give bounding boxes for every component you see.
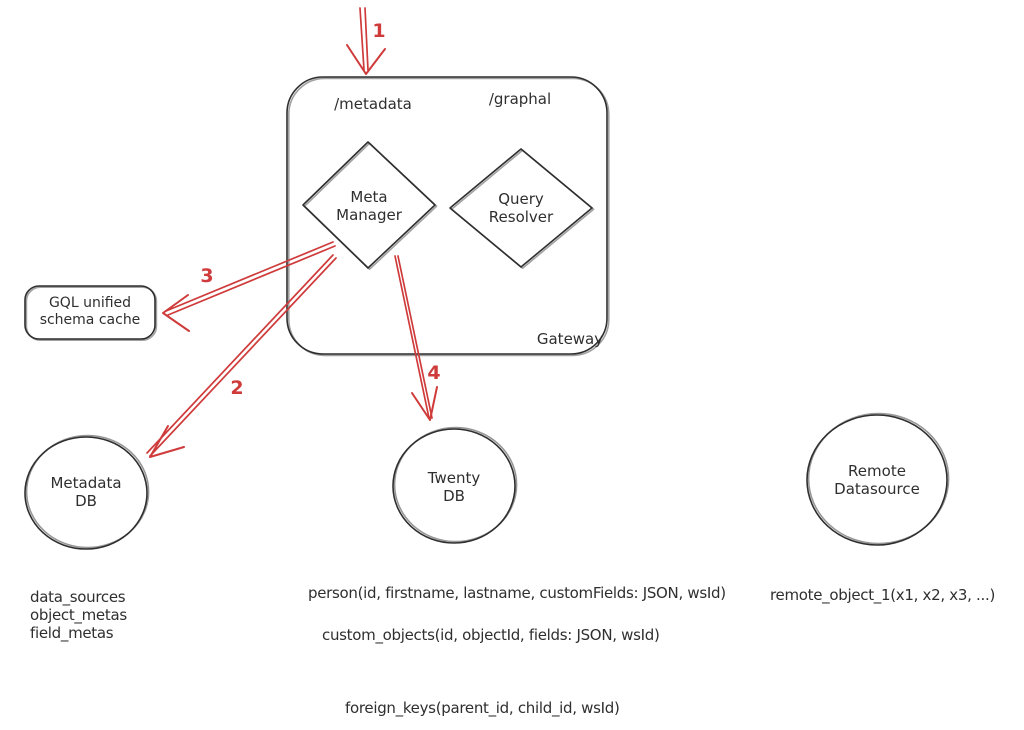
- remote-datasource-label: Remote Datasource: [834, 462, 920, 498]
- twenty-db-table-custom-objects: custom_objects(id, objectId, fields: JSON, wsId): [322, 626, 660, 644]
- metadata-db-label: Metadata DB: [50, 474, 122, 510]
- twenty-db-label: Twenty DB: [427, 469, 481, 505]
- metadata-db-tables: [30, 588, 127, 642]
- table-item: object_metas: [30, 606, 127, 624]
- twenty-db-table-foreign-keys: foreign_keys(parent_id, child_id, wsId): [345, 699, 620, 717]
- twenty-db-table-person: person(id, firstname, lastname, customFields: JSON, wsId): [308, 584, 726, 602]
- gateway-box: [287, 77, 607, 354]
- table-item: field_metas: [30, 624, 114, 642]
- meta-manager-label: Meta Manager: [336, 188, 402, 224]
- table-item: data_sources: [30, 588, 126, 606]
- schema-cache-label: GQL unified schema cache: [39, 295, 141, 328]
- flow-number-2: 2: [230, 377, 244, 399]
- gateway-label: Gateway: [536, 330, 604, 348]
- flow-number-4: 4: [427, 362, 441, 384]
- arrow-step4: [395, 256, 437, 420]
- remote-datasource-table: remote_object_1(x1, x2, x3, ...): [770, 586, 996, 604]
- query-resolver-label: Query Resolver: [488, 190, 554, 226]
- flow-number-1: 1: [372, 20, 386, 42]
- gateway-endpoint-graphql: /graphal: [488, 90, 552, 108]
- flow-number-3: 3: [200, 265, 214, 287]
- gateway-endpoint-metadata: /metadata: [334, 95, 412, 113]
